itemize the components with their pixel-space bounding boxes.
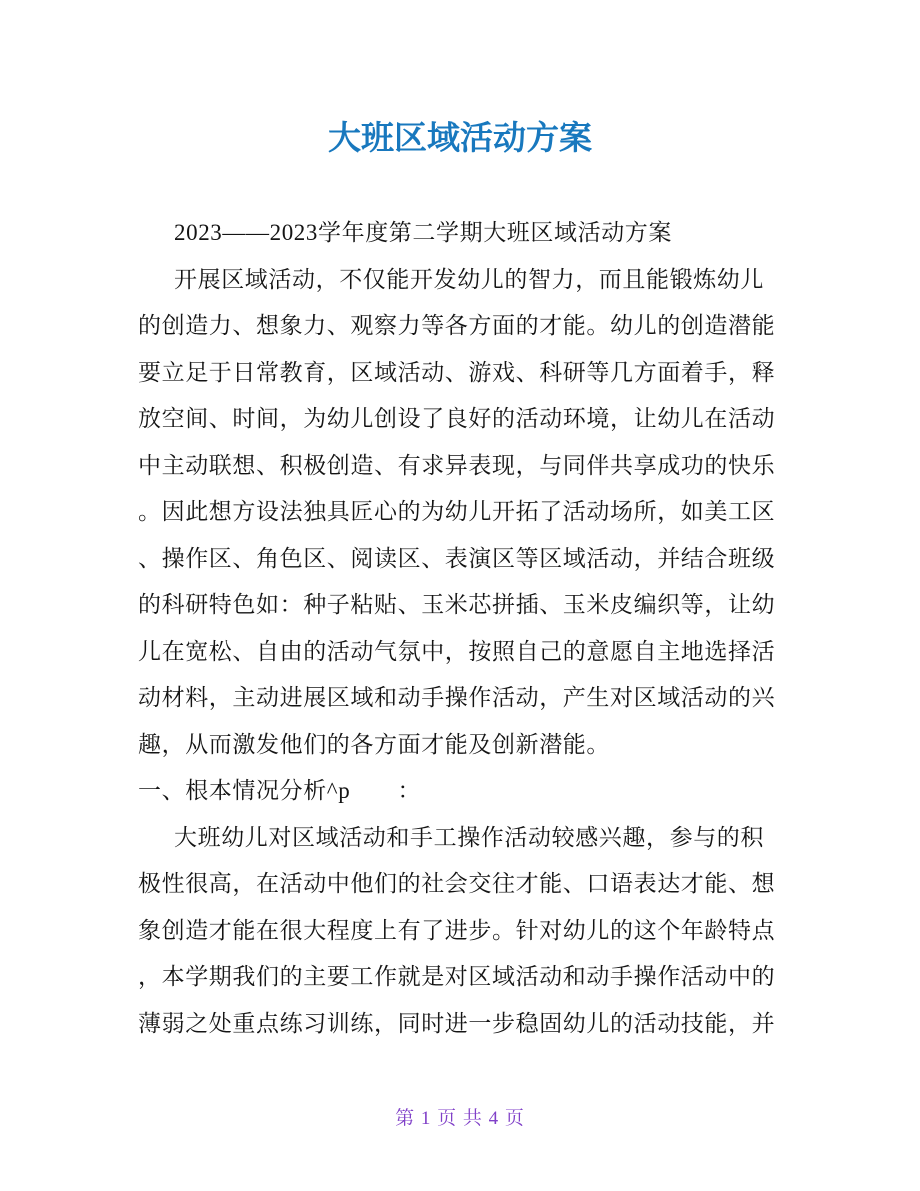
text-line: 2023——2023学年度第二学期大班区域活动方案 — [174, 220, 672, 245]
page-number-label: 第 1 页 共 4 页 — [395, 1108, 525, 1129]
text-line: 动材料，主动进展区域和动手操作活动，产生对区域活动的兴 — [138, 685, 776, 710]
text-line: ，本学期我们的主要工作就是对区域活动和动手操作活动中的 — [138, 964, 776, 989]
text-line: 大班幼儿对区域活动和手工操作活动较感兴趣，参与的积 — [174, 824, 764, 850]
text-line: 、操作区、角色区、阅读区、表演区等区域活动，并结合班级 — [138, 545, 776, 571]
text-line: 的科研特色如：种子粘贴、玉米芯拼插、玉米皮编织等，让幼 — [138, 592, 776, 617]
text-line: 薄弱之处重点练习训练，同时进一步稳固幼儿的活动技能，并 — [138, 1010, 776, 1036]
text-line: 趣，从而激发他们的各方面才能及创新潜能。 — [138, 731, 610, 757]
text-line: 儿在宽松、自由的活动气氛中，按照自己的意愿自主地选择活 — [138, 638, 776, 664]
text-line: 。因此想方设法独具匠心的为幼儿开拓了活动场所，如美工区 — [138, 499, 776, 524]
text-line: 开展区域活动，不仅能开发幼儿的智力，而且能锻炼幼儿 — [174, 266, 764, 292]
text-line: 极性很高，在活动中他们的社会交往才能、口语表达才能、想 — [138, 871, 776, 896]
text-line: 中主动联想、积极创造、有求异表现，与同伴共享成功的快乐 — [138, 452, 776, 478]
text-line: 的创造力、想象力、观察力等各方面的才能。幼儿的创造潜能 — [138, 313, 776, 338]
page-footer — [0, 1103, 920, 1130]
text-line: 象创造才能在很大程度上有了进步。针对幼儿的这个年龄特点 — [138, 917, 776, 943]
text-line: 一、根本情况分析^p ： — [138, 778, 422, 803]
text-line: 放空间、时间，为幼儿创设了良好的活动环境，让幼儿在活动 — [138, 406, 776, 431]
document-body — [138, 210, 808, 1047]
text-line: 要立足于日常教育，区域活动、游戏、科研等几方面着手，释 — [138, 359, 776, 385]
document-title: 大班区域活动方案 — [328, 119, 592, 156]
